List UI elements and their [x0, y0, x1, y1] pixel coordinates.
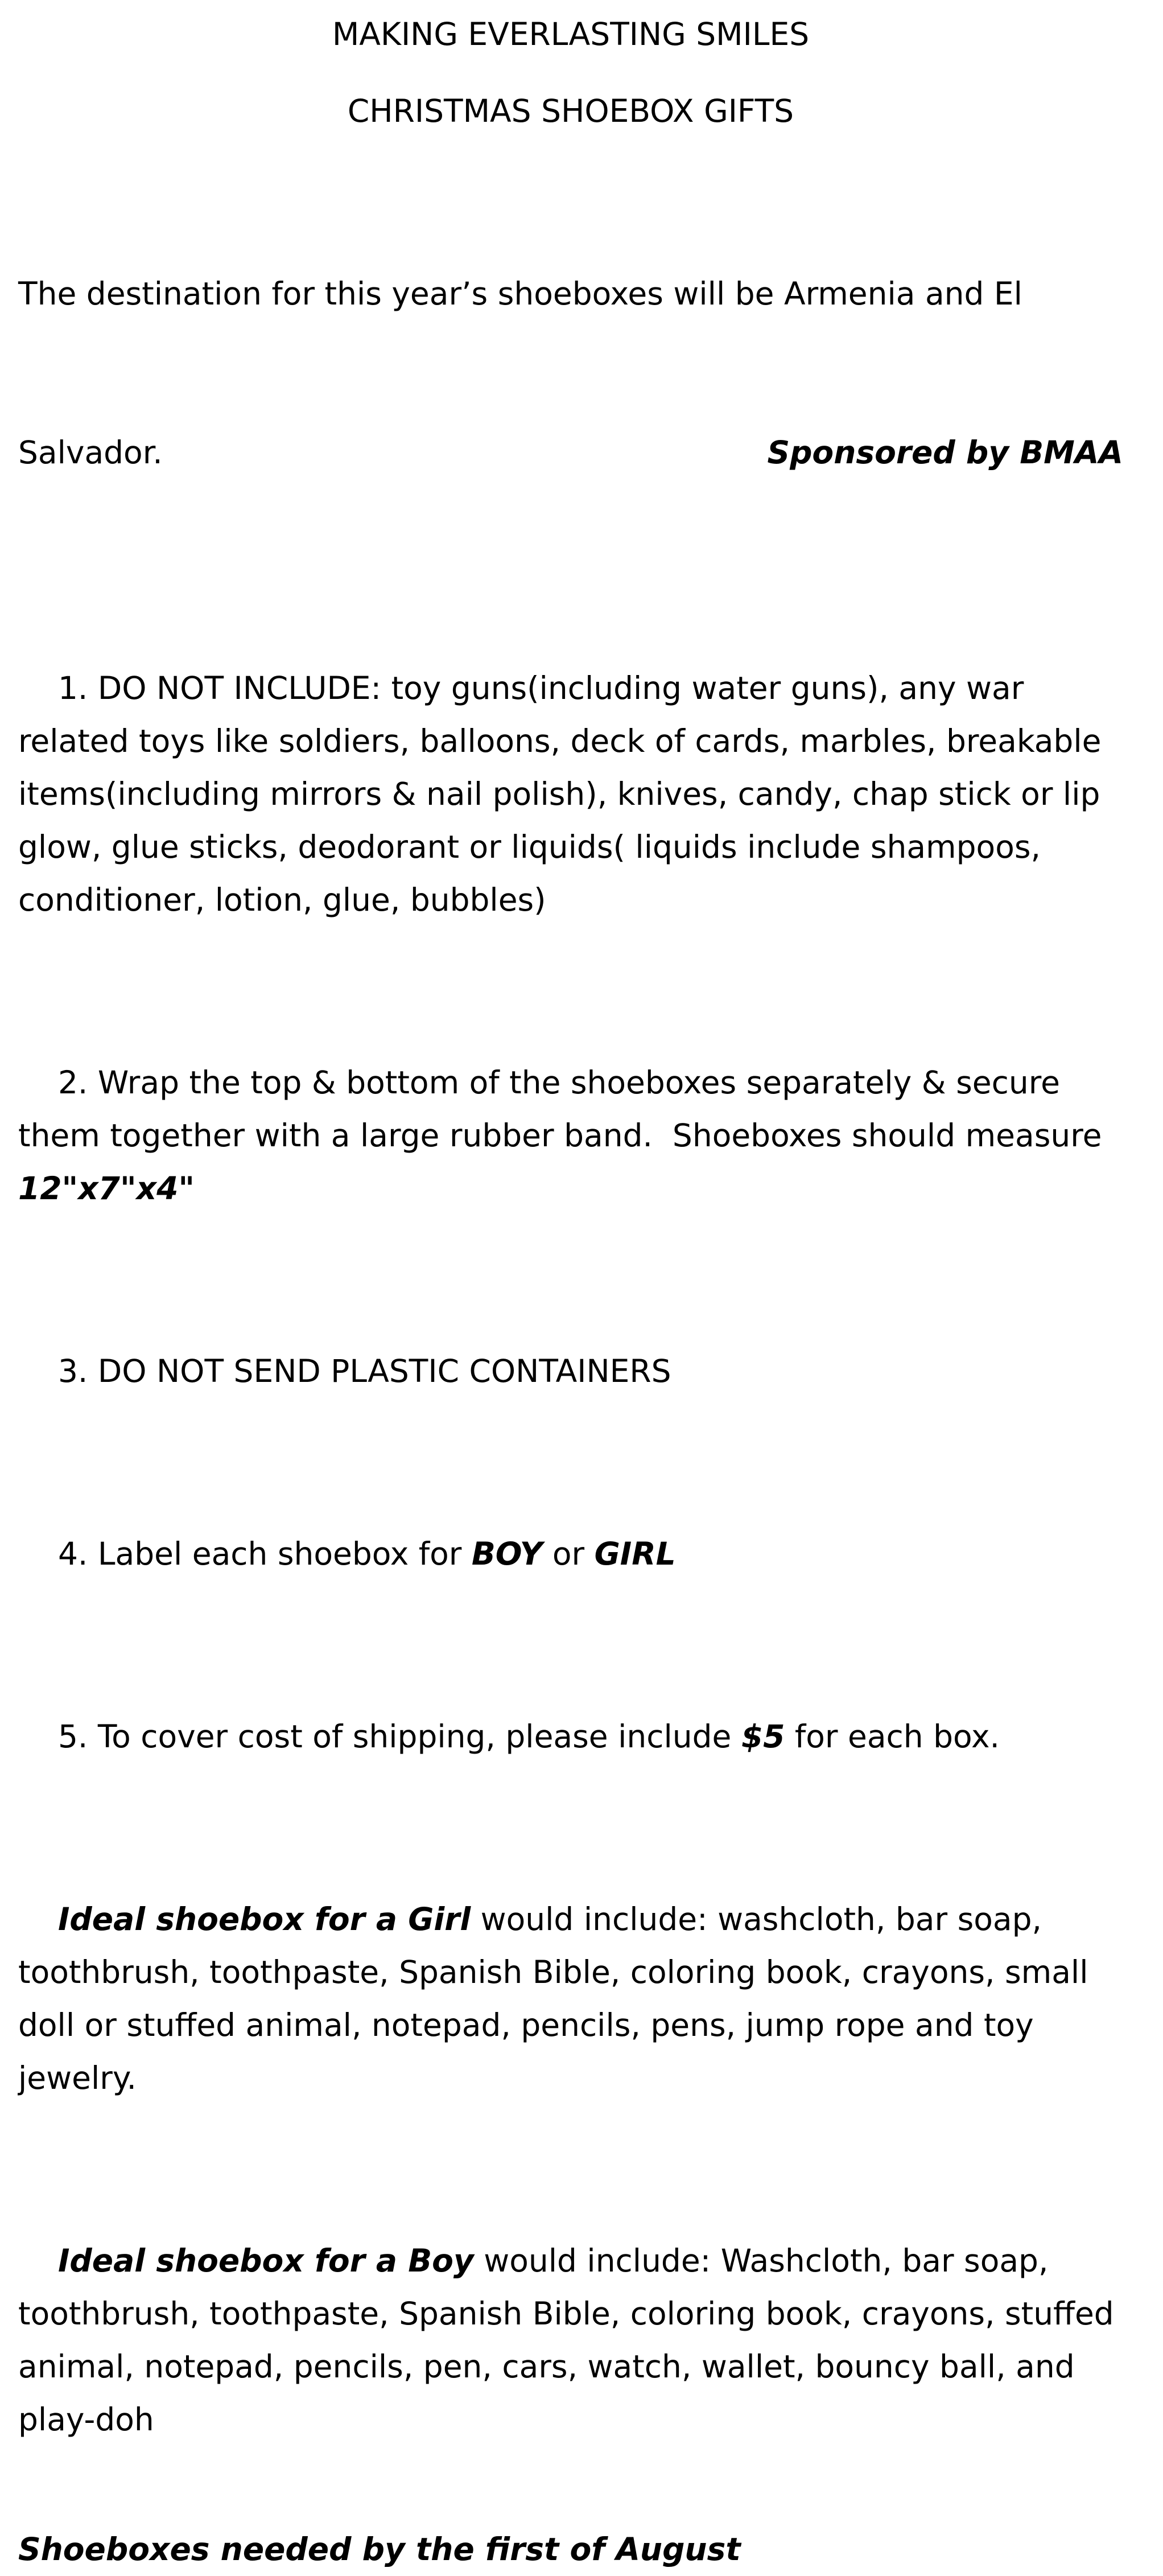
- rule-5-text-end: for each box.: [785, 1718, 1000, 1755]
- rule-5-text: 5. To cover cost of shipping, please include: [57, 1718, 741, 1755]
- ideal-boy-paragraph: [18, 2182, 1123, 2499]
- rule-1-text: 1. DO NOT INCLUDE: toy guns(including water guns), any war related toys like soldiers, balloons, deck of cards, marbles, breakable items(including mirrors & nail polish), knives, candy, chap stick or lip glow, glue sticks, deodorant or liquids( liquids include shampoos, conditioner, lotion, glue, bubbles): [18, 670, 1111, 918]
- title-sub: CHRISTMAS SHOEBOX GIFTS: [347, 93, 794, 129]
- rule-4-label: [18, 1475, 1123, 1633]
- rule-3-text: 3. DO NOT SEND PLASTIC CONTAINERS: [57, 1353, 671, 1389]
- box-dimensions: 12"x7"x4": [18, 1170, 195, 1207]
- intro-line-1: The destination for this year’s shoeboxes will be Armenia and El: [18, 275, 1022, 312]
- ideal-boy-heading: Ideal shoebox for a Boy: [57, 2242, 474, 2279]
- ideal-girl-heading: Ideal shoebox for a Girl: [57, 1901, 471, 1937]
- footer-deadline: Shoeboxes needed by the first of August: [18, 2531, 741, 2567]
- rule-5-shipping: [18, 1657, 1123, 1816]
- rule-3-no-plastic: [18, 1292, 1123, 1451]
- title-main: MAKING EVERLASTING SMILES: [332, 16, 810, 52]
- label-boy: BOY: [471, 1536, 543, 1572]
- label-girl: GIRL: [594, 1536, 676, 1572]
- rule-2-wrap: [18, 1003, 1123, 1268]
- sponsor-credit: Sponsored by BMAA: [767, 434, 1123, 471]
- rule-4-text: 4. Label each shoebox for: [57, 1536, 472, 1572]
- shipping-fee: $5: [741, 1718, 785, 1755]
- intro-line-2: [18, 426, 1123, 479]
- rule-1-do-not-include: [18, 609, 1123, 980]
- rule-4-or: or: [542, 1536, 595, 1572]
- rule-2-text: 2. Wrap the top & bottom of the shoeboxes separately & secure them together with a large rubber band. Shoeboxes should measure: [18, 1064, 1112, 1154]
- intro-salvador: Salvador.: [18, 434, 163, 471]
- intro-paragraph: [18, 162, 1123, 585]
- ideal-girl-items: would include: washcloth, bar soap, toothbrush, toothpaste, Spanish Bible, coloring book, crayons, small doll or stuffed animal, notepad, pencils, pens, jump rope and toy jewelry.: [18, 1901, 1098, 2096]
- ideal-girl-paragraph: [18, 1840, 1123, 2158]
- ideal-boy-items: would include: Washcloth, bar soap, toothbrush, toothpaste, Spanish Bible, coloring book, crayons, stuffed animal, notepad, pencils, pen, cars, watch, wallet, bouncy ball, and play-doh: [18, 2242, 1124, 2438]
